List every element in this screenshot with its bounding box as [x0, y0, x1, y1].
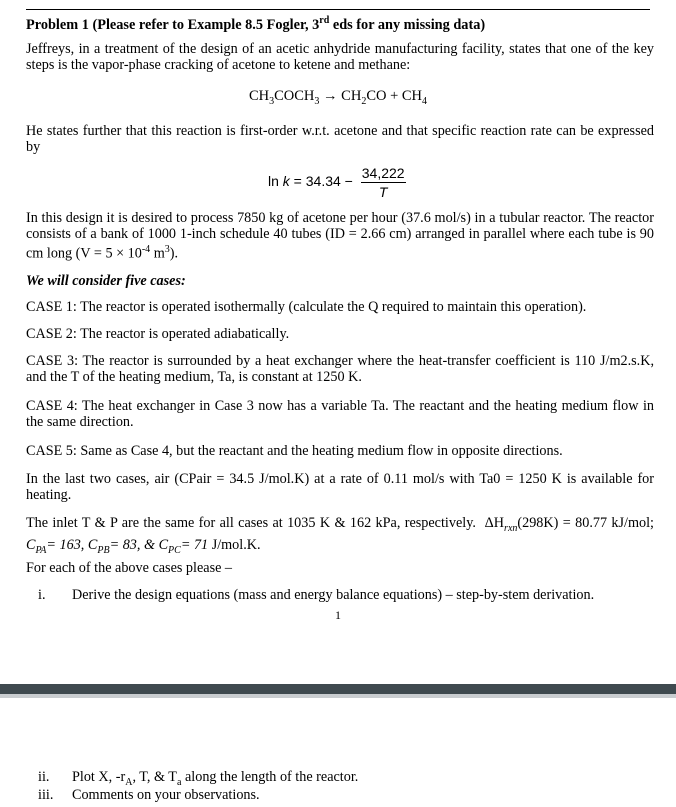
task-text: Derive the design equations (mass and energy balance equations) – step-by-stem derivation.	[72, 587, 595, 603]
task-text: Comments on your observations.	[72, 787, 260, 803]
problem-title: Problem 1 (Please refer to Example 8.5 Fogler, 3rd eds for any missing data)	[26, 15, 486, 33]
rate-equation	[268, 165, 406, 200]
rate-equation-lhs: ln k = 34.34 −	[268, 173, 353, 190]
case-2: CASE 2: The reactor is operated adiabatically.	[26, 326, 290, 342]
case-4: CASE 4: The heat exchanger in Case 3 now has a variable Ta. The reactant and the heating medium flow in the same direction.	[26, 398, 654, 430]
design-paragraph: In this design it is desired to process 7850 kg of acetone per hour (37.6 mol/s) in a tubular reactor. The reactor consists of a bank of 1000 1-inch schedule 40 tubes (ID = 2.66 cm) arranged in parallel where each tube is 90 cm long ($V = 5 \times 10^{-4}$ $m^3$).	[26, 210, 654, 262]
page-divider	[0, 684, 676, 694]
intro-paragraph: Jeffreys, in a treatment of the design of an acetic anhydride manufacturing facility, states that one of the key steps is the vapor-phase cracking of acetone to ketene and methane:	[26, 41, 654, 73]
case-1: CASE 1: The reactor is operated isothermally (calculate the Q required to maintain this operation).	[26, 299, 587, 315]
air-paragraph: In the last two cases, air (CPair = 34.5 J/mol.K) at a rate of 0.11 mol/s with Ta0 = 1250 K is available for heating.	[26, 471, 654, 503]
task-number: ii.	[38, 769, 50, 785]
task-number: i.	[38, 587, 46, 603]
page-number: 1	[335, 608, 341, 622]
rate-equation-numerator: 34,222	[361, 165, 405, 181]
task-item	[38, 587, 594, 603]
cases-heading: We will consider five cases:	[26, 273, 186, 289]
task-item	[38, 787, 260, 803]
rate-paragraph: He states further that this reaction is first-order w.r.t. acetone and that specific reaction rate can be expressed by	[26, 123, 654, 155]
rate-equation-fraction	[361, 165, 406, 200]
foreach-text: For each of the above cases please –	[26, 560, 233, 576]
task-number: iii.	[38, 787, 54, 803]
inlet-paragraph: The inlet T & P are the same for all cases at 1035 K & 162 kPa, respectively. $\Delta H_{rxn}(298K) = 80.77$ kJ/mol; $C_{PA}= 163$, $C_{PB}= 83$, & $C_{PC}= 71$ J/mol.K.	[26, 515, 654, 556]
document-page-2	[0, 698, 676, 807]
rate-equation-denominator: T	[378, 184, 388, 200]
reaction-equation: $CH_3COCH_3 \to CH_2CO + CH_4$	[248, 88, 428, 107]
top-rule	[26, 9, 650, 10]
case-3: CASE 3: The reactor is surrounded by a heat exchanger where the heat-transfer coefficient is 110 J/m2.s.K, and the T of the heating medium, Ta, is constant at 1250 K.	[26, 353, 654, 385]
case-5: CASE 5: Same as Case 4, but the reactant and the heating medium flow in opposite directions.	[26, 443, 563, 459]
task-text: Plot X, $-r_A$, T, & $T_a$ along the length of the reactor.	[72, 769, 359, 788]
